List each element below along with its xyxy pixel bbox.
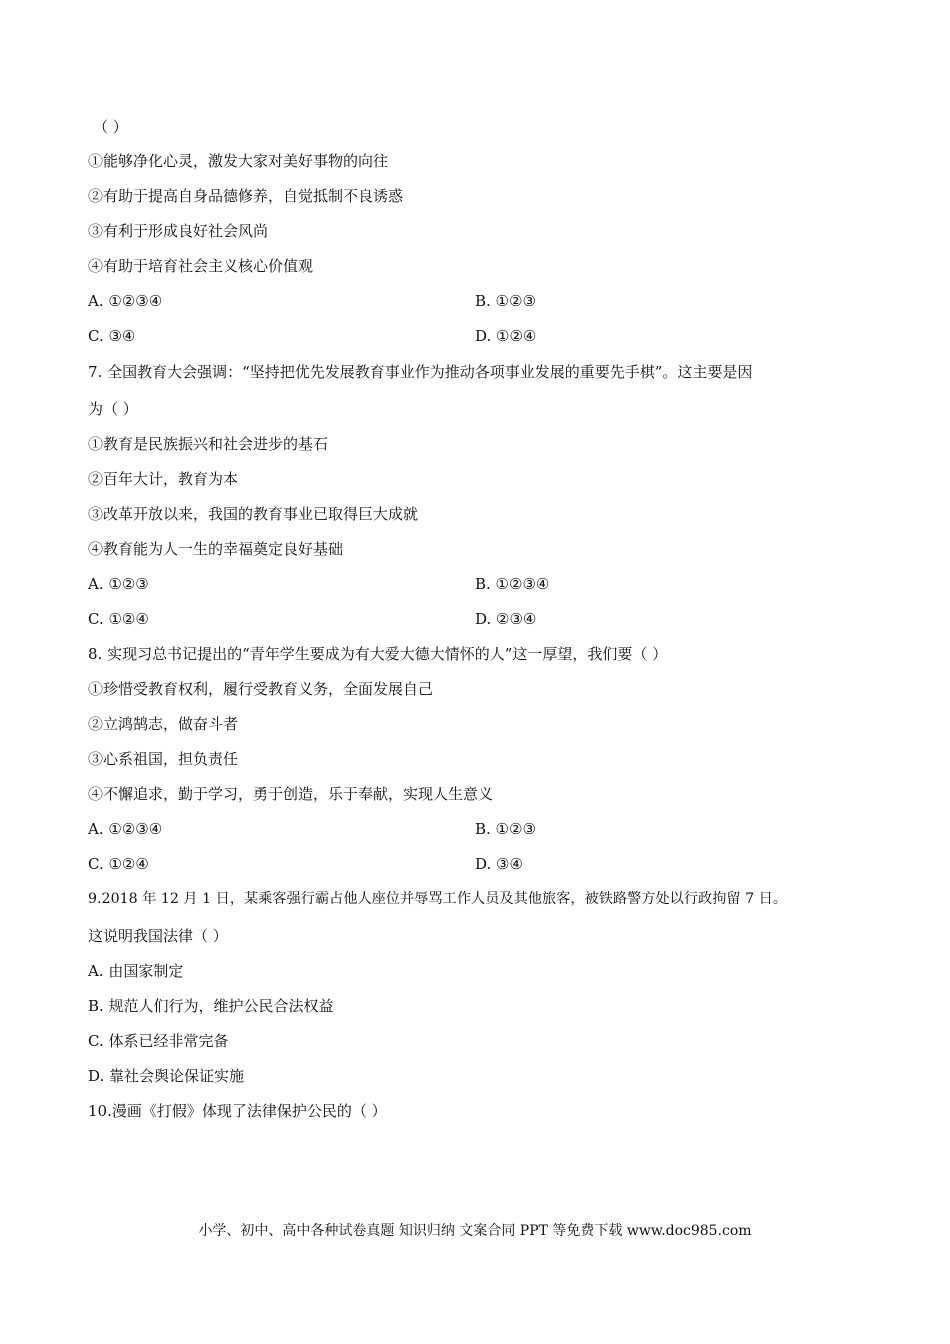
q7-stem-line-2: 为（ ） xyxy=(88,400,138,418)
q9-option-d: D. 靠社会舆论保证实施 xyxy=(88,1067,245,1085)
q7-item-3: ③改革开放以来，我国的教育事业已取得巨大成就 xyxy=(88,505,419,523)
q8-item-3: ③心系祖国，担负责任 xyxy=(88,750,239,768)
page-footer: 小学、初中、高中各种试卷真题 知识归纳 文案合同 PPT 等免费下载 www.doc985.com xyxy=(198,1223,752,1239)
q10-stem: 10.漫画《打假》体现了法律保护公民的（ ） xyxy=(88,1102,387,1120)
q6-answer-blank: （ ） xyxy=(93,118,128,136)
q7-option-a: A. ①②③ xyxy=(88,575,149,593)
q6-option-a: A. ①②③④ xyxy=(88,292,163,310)
q9-option-c: C. 体系已经非常完备 xyxy=(88,1032,229,1050)
q7-option-d: D. ②③④ xyxy=(475,610,537,628)
q8-item-4: ④不懈追求，勤于学习，勇于创造，乐于奉献，实现人生意义 xyxy=(88,785,494,803)
q6-item-4: ④有助于培育社会主义核心价值观 xyxy=(88,257,314,275)
q8-item-2: ②立鸿鹄志，做奋斗者 xyxy=(88,715,239,733)
q6-item-2: ②有助于提高自身品德修养，自觉抵制不良诱惑 xyxy=(88,187,404,205)
q9-option-b: B. 规范人们行为，维护公民合法权益 xyxy=(88,997,334,1015)
q6-option-b: B. ①②③ xyxy=(475,292,536,310)
q6-option-c: C. ③④ xyxy=(88,327,136,345)
q7-option-b: B. ①②③④ xyxy=(475,575,550,593)
q8-stem: 8. 实现习总书记提出的“青年学生要成为有大爱大德大情怀的人”这一厚望，我们要（ ） xyxy=(88,645,668,663)
q9-stem-line-2: 这说明我国法律（ ） xyxy=(88,927,228,945)
q6-option-d: D. ①②④ xyxy=(475,327,537,345)
q8-item-1: ①珍惜受教育权利，履行受教育义务，全面发展自己 xyxy=(88,680,434,698)
q8-option-a: A. ①②③④ xyxy=(88,820,163,838)
q9-stem-line-1: 9.2018 年 12 月 1 日，某乘客强行霸占他人座位并辱骂工作人员及其他旅客，被铁路警方处以行政拘留 7 日。 xyxy=(88,891,788,907)
q6-item-1: ①能够净化心灵，激发大家对美好事物的向往 xyxy=(88,152,389,170)
q7-option-c: C. ①②④ xyxy=(88,610,149,628)
q8-option-b: B. ①②③ xyxy=(475,820,536,838)
q7-item-1: ①教育是民族振兴和社会进步的基石 xyxy=(88,435,329,453)
q9-option-a: A. 由国家制定 xyxy=(88,962,184,980)
q8-option-c: C. ①②④ xyxy=(88,855,149,873)
q6-item-3: ③有利于形成良好社会风尚 xyxy=(88,222,269,240)
q7-item-4: ④教育能为人一生的幸福奠定良好基础 xyxy=(88,540,344,558)
q7-stem-line-1: 7. 全国教育大会强调：“坚持把优先发展教育事业作为推动各项事业发展的重要先手棋”。这主要是因 xyxy=(88,363,753,381)
q8-option-d: D. ③④ xyxy=(475,855,523,873)
q7-item-2: ②百年大计，教育为本 xyxy=(88,470,239,488)
